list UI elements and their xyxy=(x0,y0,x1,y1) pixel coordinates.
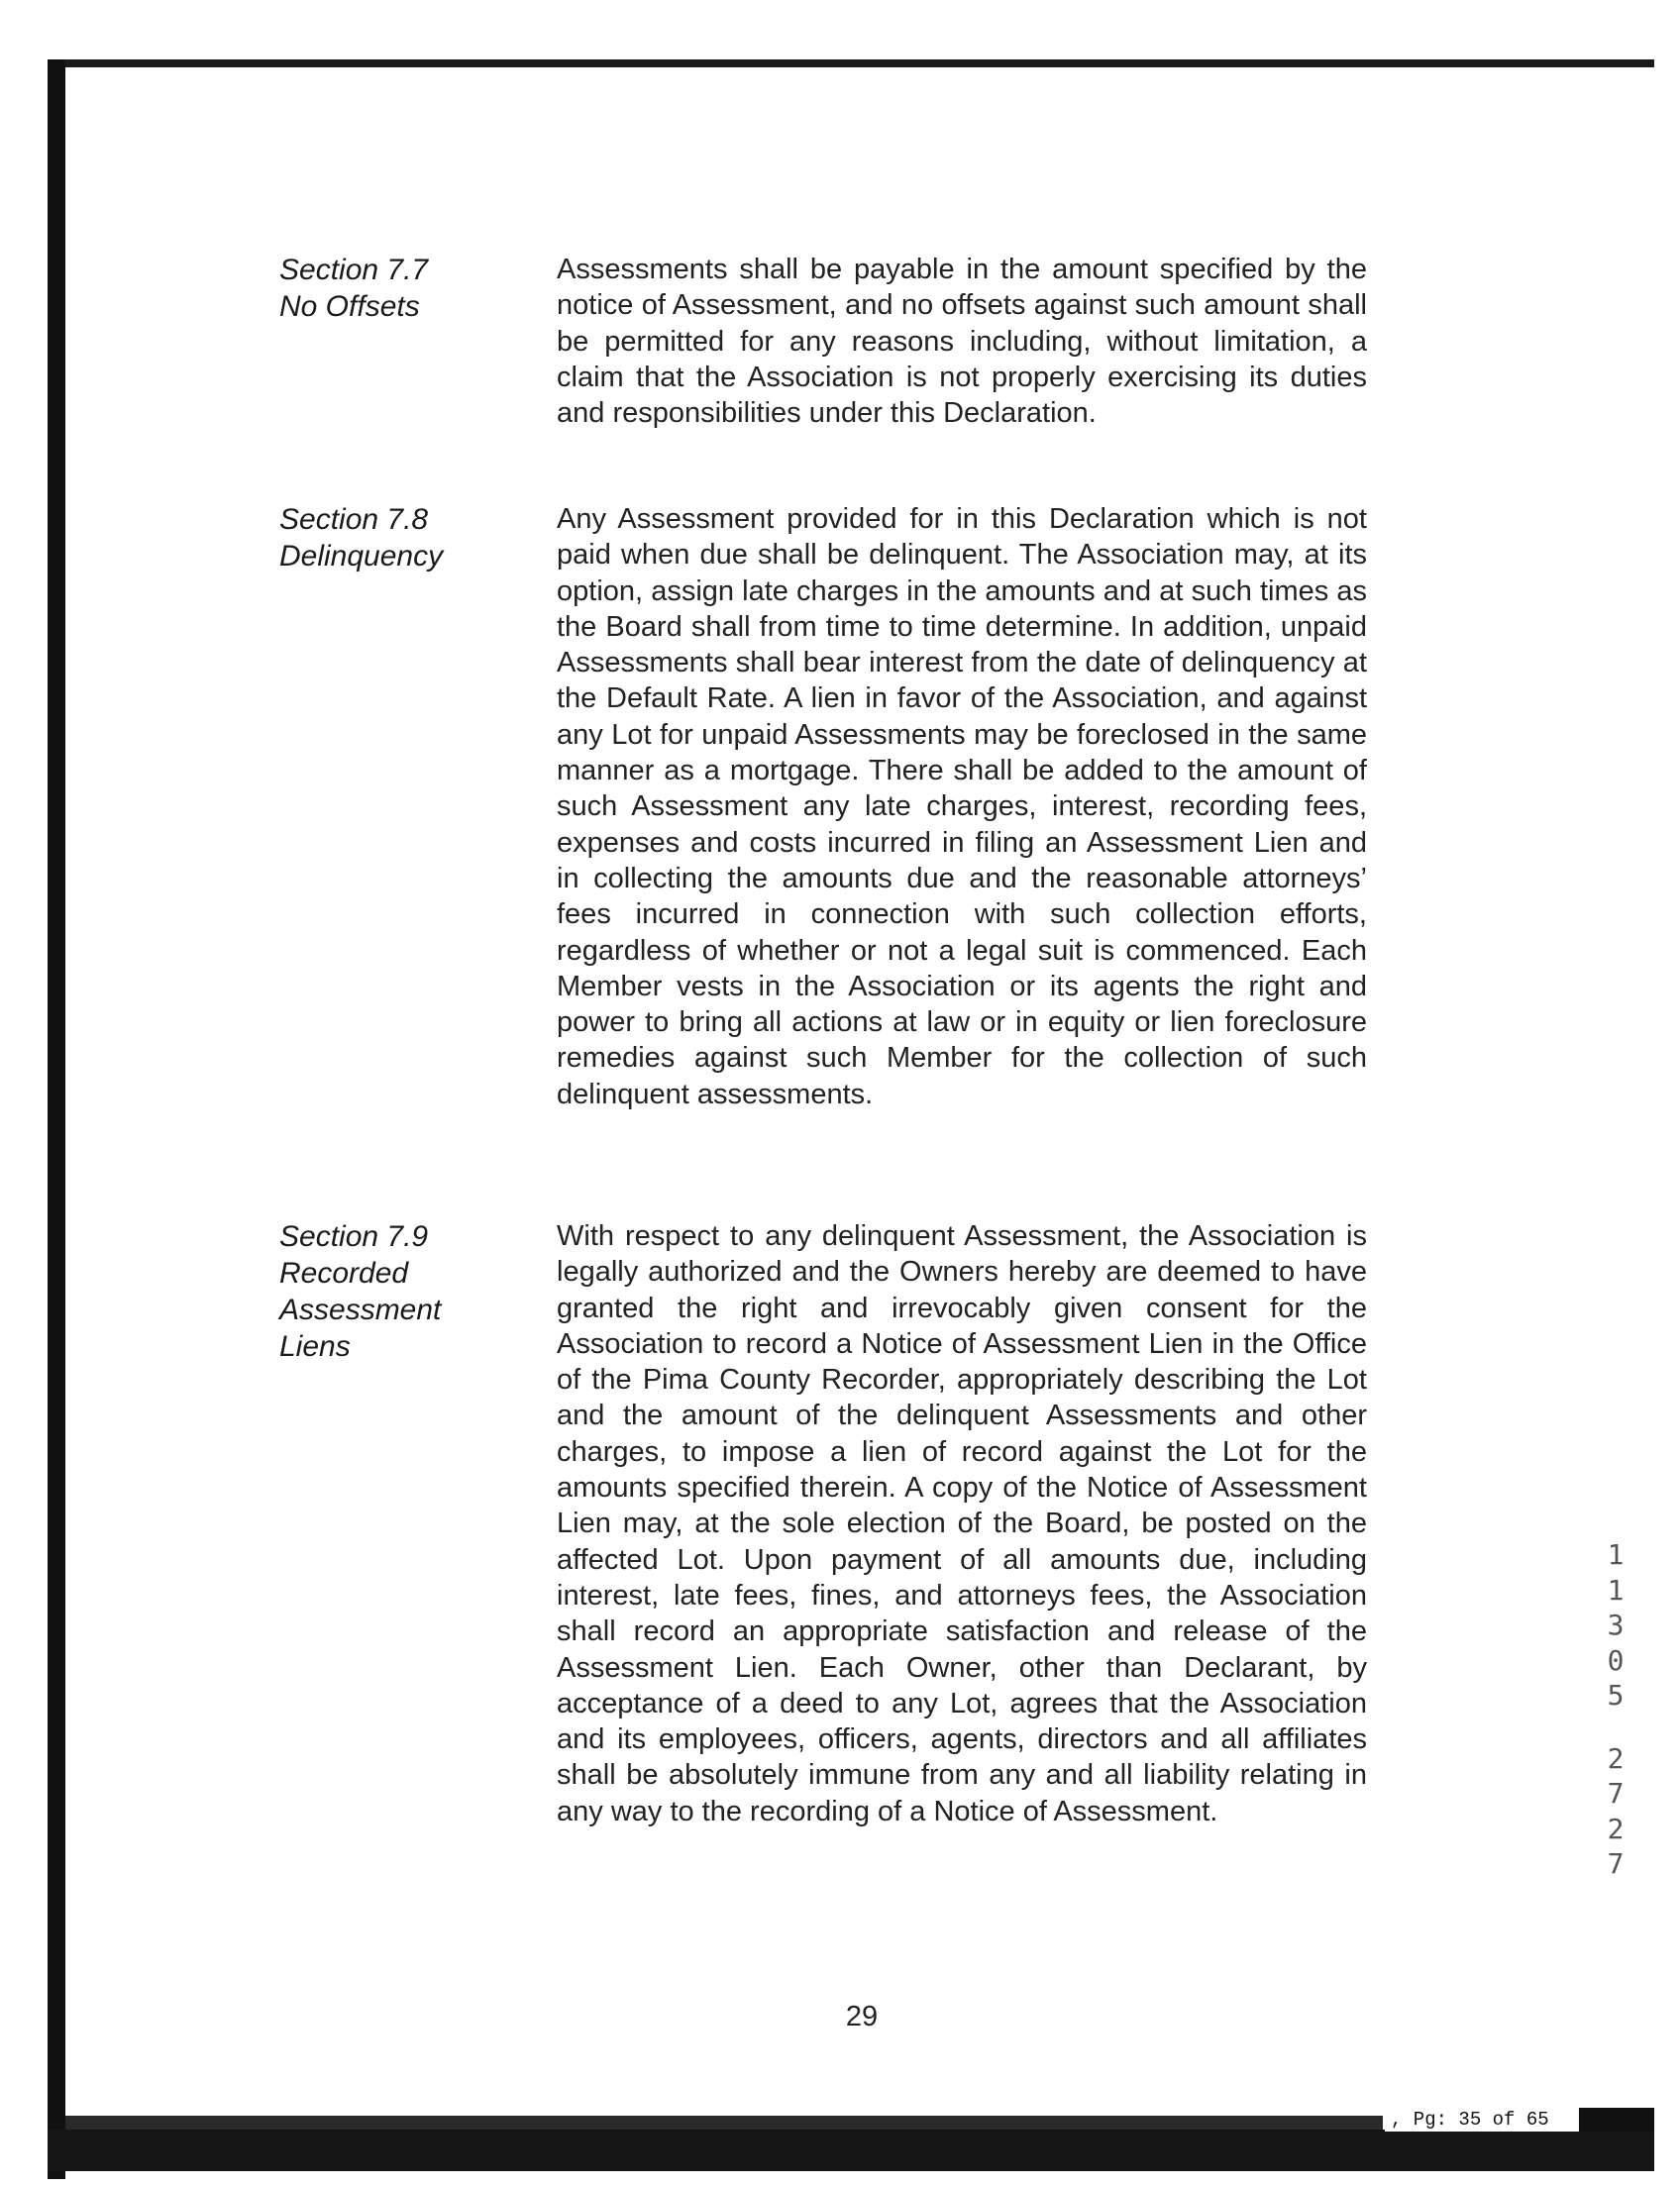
footer-page-stamp: , Pg: 35 of 65 xyxy=(1385,2108,1579,2132)
section-body: With respect to any delinquent Assessment, the Association is legally authorized and the Owners hereby are deemed to have granted the right and irrevocably given consent for the Association to record a Notice of Assessment Lien in the Office of the Pima County Recorder, appropriately describing the Lot and the amount of the delinquent Assessments and other charges, to impose a lien of record against the Lot for the amounts specified therein. A copy of the Notice of Assessment Lien may, at the sole election of the Board, be posted on the affected Lot. Upon payment of all amounts due, including interest, late fees, fines, and attorneys fees, the Association shall record an appropriate satisfaction and release of the Assessment Lien. Each Owner, other than Declarant, by acceptance of a deed to any Lot, agrees that the Association and its employees, officers, agents, directors and all affiliates shall be absolutely immune from any and all liability relating in any way to the recording of a Notice of Assessment. xyxy=(557,1220,1367,1827)
section-title: Delinquency xyxy=(279,540,444,573)
section-number: Section 7.9 xyxy=(279,1220,429,1253)
recording-digit: 2 xyxy=(1607,1812,1625,1845)
section-body: Assessments shall be payable in the amount specified by the notice of Assessment, and no offsets against such amount shall be permitted for any reasons including, without limitation, a claim that the Association is not properly exercising its duties and responsibilities under this Declaration. xyxy=(557,254,1367,430)
recording-digit: 7 xyxy=(1607,1847,1625,1880)
scan-border-left xyxy=(48,59,65,2179)
section-label xyxy=(279,1218,497,1365)
page-number: 29 xyxy=(845,2001,879,2032)
recording-digit: 2 xyxy=(1607,1741,1625,1775)
recording-digit: 1 xyxy=(1607,1538,1625,1571)
scan-border-bottom-inner xyxy=(65,2116,1383,2130)
footer-stamp-bar xyxy=(1579,2108,1654,2132)
section-label xyxy=(279,252,497,325)
recording-number xyxy=(1601,1537,1630,1882)
section-title-line: Liens xyxy=(279,1330,351,1363)
section-title-line: Recorded xyxy=(279,1257,409,1290)
recording-digit: 5 xyxy=(1607,1679,1625,1712)
section-title-line: Assessment xyxy=(279,1294,442,1326)
recording-digit: 0 xyxy=(1607,1643,1625,1677)
section-label xyxy=(279,501,497,574)
section-number: Section 7.7 xyxy=(279,254,429,286)
section-body: Any Assessment provided for in this Declaration which is not paid when due shall be delinquent. The Association may, at its option, assign late charges in the amounts and at such times as the Board shall from time to time determine. In addition, unpaid Assessments shall bear interest from the date of delinquency at the Default Rate. A lien in favor of the Association, and against any Lot for unpaid Assessments may be foreclosed in the same manner as a mortgage. There shall be added to the amount of such Assessment any late charges, interest, recording fees, expenses and costs incurred in filing an Assessment Lien and in collecting the amounts due and the reasonable attorneys’ fees incurred in connection with such collection efforts, regardless of whether or not a legal suit is commenced. Each Member vests in the Association or its agents the right and power to bring all actions at law or in equity or lien foreclosure remedies against such Member for the collection of such delinquent assessments. xyxy=(557,503,1367,1110)
section-title: No Offsets xyxy=(279,290,420,323)
recording-digit: 3 xyxy=(1607,1609,1625,1641)
recording-digit: 7 xyxy=(1607,1777,1625,1810)
scan-border-bottom xyxy=(48,2130,1654,2171)
recording-digit: 1 xyxy=(1607,1573,1625,1607)
recording-gap xyxy=(1601,1714,1630,1741)
scan-border-top xyxy=(48,59,1654,67)
section-number: Section 7.8 xyxy=(279,503,429,536)
